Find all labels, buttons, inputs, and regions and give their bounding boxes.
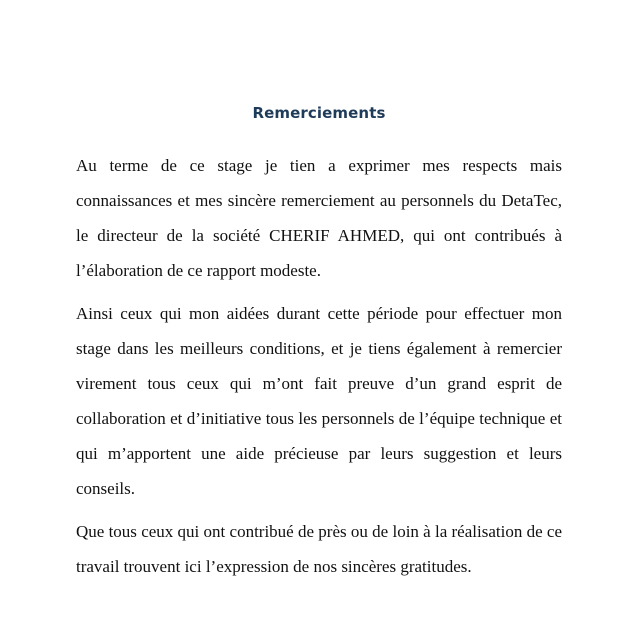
paragraph-closing: Que tous ceux qui ont contribué de près ou de loin à la réalisation de ce travail trouvent ici l’expression de nos sincères gratitudes. <box>76 522 562 576</box>
document-body <box>76 148 562 592</box>
page-title: Remerciements <box>252 104 386 122</box>
paragraph-intro: Au terme de ce stage je tien a exprimer mes respects mais connaissances et mes sincère remerciement au personnels du DetaTec, le directeur de la société CHERIF AHMED, qui ont contribués à l’élaboration de ce rapport modeste. <box>76 156 562 280</box>
paragraph-thanks: Ainsi ceux qui mon aidées durant cette période pour effectuer mon stage dans les meilleurs conditions, et je tiens également à remercier virement tous ceux qui m’ont fait preuve d’un grand esprit de collaboration et d’initiative tous les personnels de l’équipe technique et qui m’apportent une aide précieuse par leurs suggestion et leurs conseils. <box>76 304 562 498</box>
